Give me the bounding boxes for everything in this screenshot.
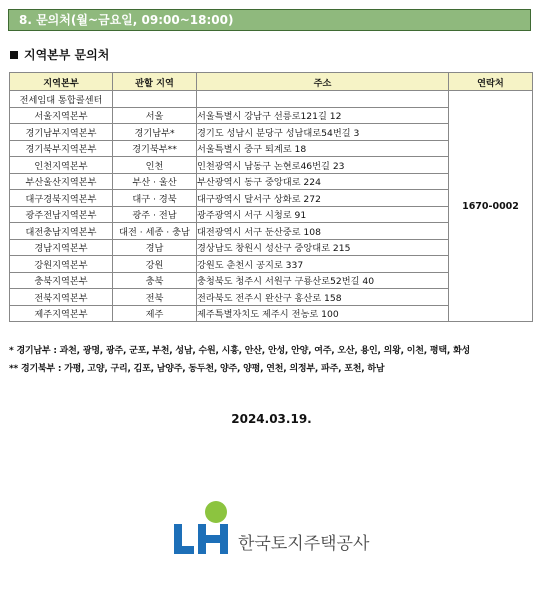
address-cell: 충청북도 청주시 서원구 구룡산로52번길 40	[197, 272, 449, 289]
area-cell: 서울	[113, 107, 197, 124]
area-cell: 대구 · 경북	[113, 190, 197, 207]
section-title: 8. 문의처(월~금요일, 09:00~18:00)	[19, 13, 234, 27]
lh-logo-name: 한국토지주택공사	[238, 534, 370, 554]
area-cell: 광주 · 전남	[113, 206, 197, 223]
office-cell: 부산울산지역본부	[10, 173, 113, 190]
office-cell: 대전충남지역본부	[10, 223, 113, 240]
office-cell: 전세임대 통합콜센터	[10, 91, 113, 108]
office-cell: 경남지역본부	[10, 239, 113, 256]
area-cell: 부산 · 울산	[113, 173, 197, 190]
office-cell: 인천지역본부	[10, 157, 113, 174]
lh-logo	[172, 500, 369, 558]
area-cell: 전북	[113, 289, 197, 306]
section-title-bar	[8, 9, 531, 31]
note-gyeonggi-north: ** 경기북부 : 가평, 고양, 구리, 김포, 남양주, 동두천, 양주, 양평, 연천, 의정부, 파주, 포천, 하남	[9, 364, 385, 374]
area-cell: 경기남부*	[113, 124, 197, 141]
office-cell: 대구경북지역본부	[10, 190, 113, 207]
column-header-address: 주소	[197, 73, 449, 91]
column-header-phone: 연락처	[449, 73, 533, 91]
area-cell: 인천	[113, 157, 197, 174]
address-cell	[197, 91, 449, 108]
document-date: 2024.03.19.	[231, 412, 312, 426]
subheading	[10, 46, 109, 63]
address-cell: 제주특별자치도 제주시 전농로 100	[197, 305, 449, 322]
subheading-text: 지역본부 문의처	[24, 48, 110, 62]
address-cell: 대구광역시 달서구 상화로 272	[197, 190, 449, 207]
address-cell: 광주광역시 서구 시청로 91	[197, 206, 449, 223]
lh-logo-mark-icon	[172, 500, 232, 558]
office-cell: 서울지역본부	[10, 107, 113, 124]
area-cell: 제주	[113, 305, 197, 322]
address-cell: 인천광역시 남동구 논현로46번길 23	[197, 157, 449, 174]
area-cell: 대전 · 세종 · 충남	[113, 223, 197, 240]
table-row	[10, 91, 533, 108]
column-header-office: 지역본부	[10, 73, 113, 91]
area-cell: 경기북부**	[113, 140, 197, 157]
square-bullet-icon	[10, 51, 18, 59]
address-cell: 서울특별시 중구 퇴계로 18	[197, 140, 449, 157]
office-cell: 광주전남지역본부	[10, 206, 113, 223]
phone-cell: 1670-0002	[449, 91, 533, 322]
office-cell: 경기남부지역본부	[10, 124, 113, 141]
address-cell: 강원도 춘천시 공지로 337	[197, 256, 449, 273]
area-cell: 강원	[113, 256, 197, 273]
address-cell: 서울특별시 강남구 선릉로121길 12	[197, 107, 449, 124]
address-cell: 전라북도 전주시 완산구 홍산로 158	[197, 289, 449, 306]
office-cell: 경기북부지역본부	[10, 140, 113, 157]
office-cell: 강원지역본부	[10, 256, 113, 273]
note-gyeonggi-south: * 경기남부 : 과천, 광명, 광주, 군포, 부천, 성남, 수원, 시흥, 안산, 안성, 안양, 여주, 오산, 용인, 의왕, 이천, 평택, 화성	[9, 346, 471, 356]
address-cell: 대전광역시 서구 둔산중로 108	[197, 223, 449, 240]
address-cell: 부산광역시 동구 중앙대로 224	[197, 173, 449, 190]
area-cell: 경남	[113, 239, 197, 256]
area-cell	[113, 91, 197, 108]
address-cell: 경상남도 창원시 성산구 중앙대로 215	[197, 239, 449, 256]
table-header-row	[10, 73, 533, 91]
office-cell: 제주지역본부	[10, 305, 113, 322]
address-cell: 경기도 성남시 분당구 성남대로54번길 3	[197, 124, 449, 141]
office-cell: 충북지역본부	[10, 272, 113, 289]
area-cell: 충북	[113, 272, 197, 289]
column-header-area: 관할 지역	[113, 73, 197, 91]
contact-table	[9, 72, 533, 322]
office-cell: 전북지역본부	[10, 289, 113, 306]
